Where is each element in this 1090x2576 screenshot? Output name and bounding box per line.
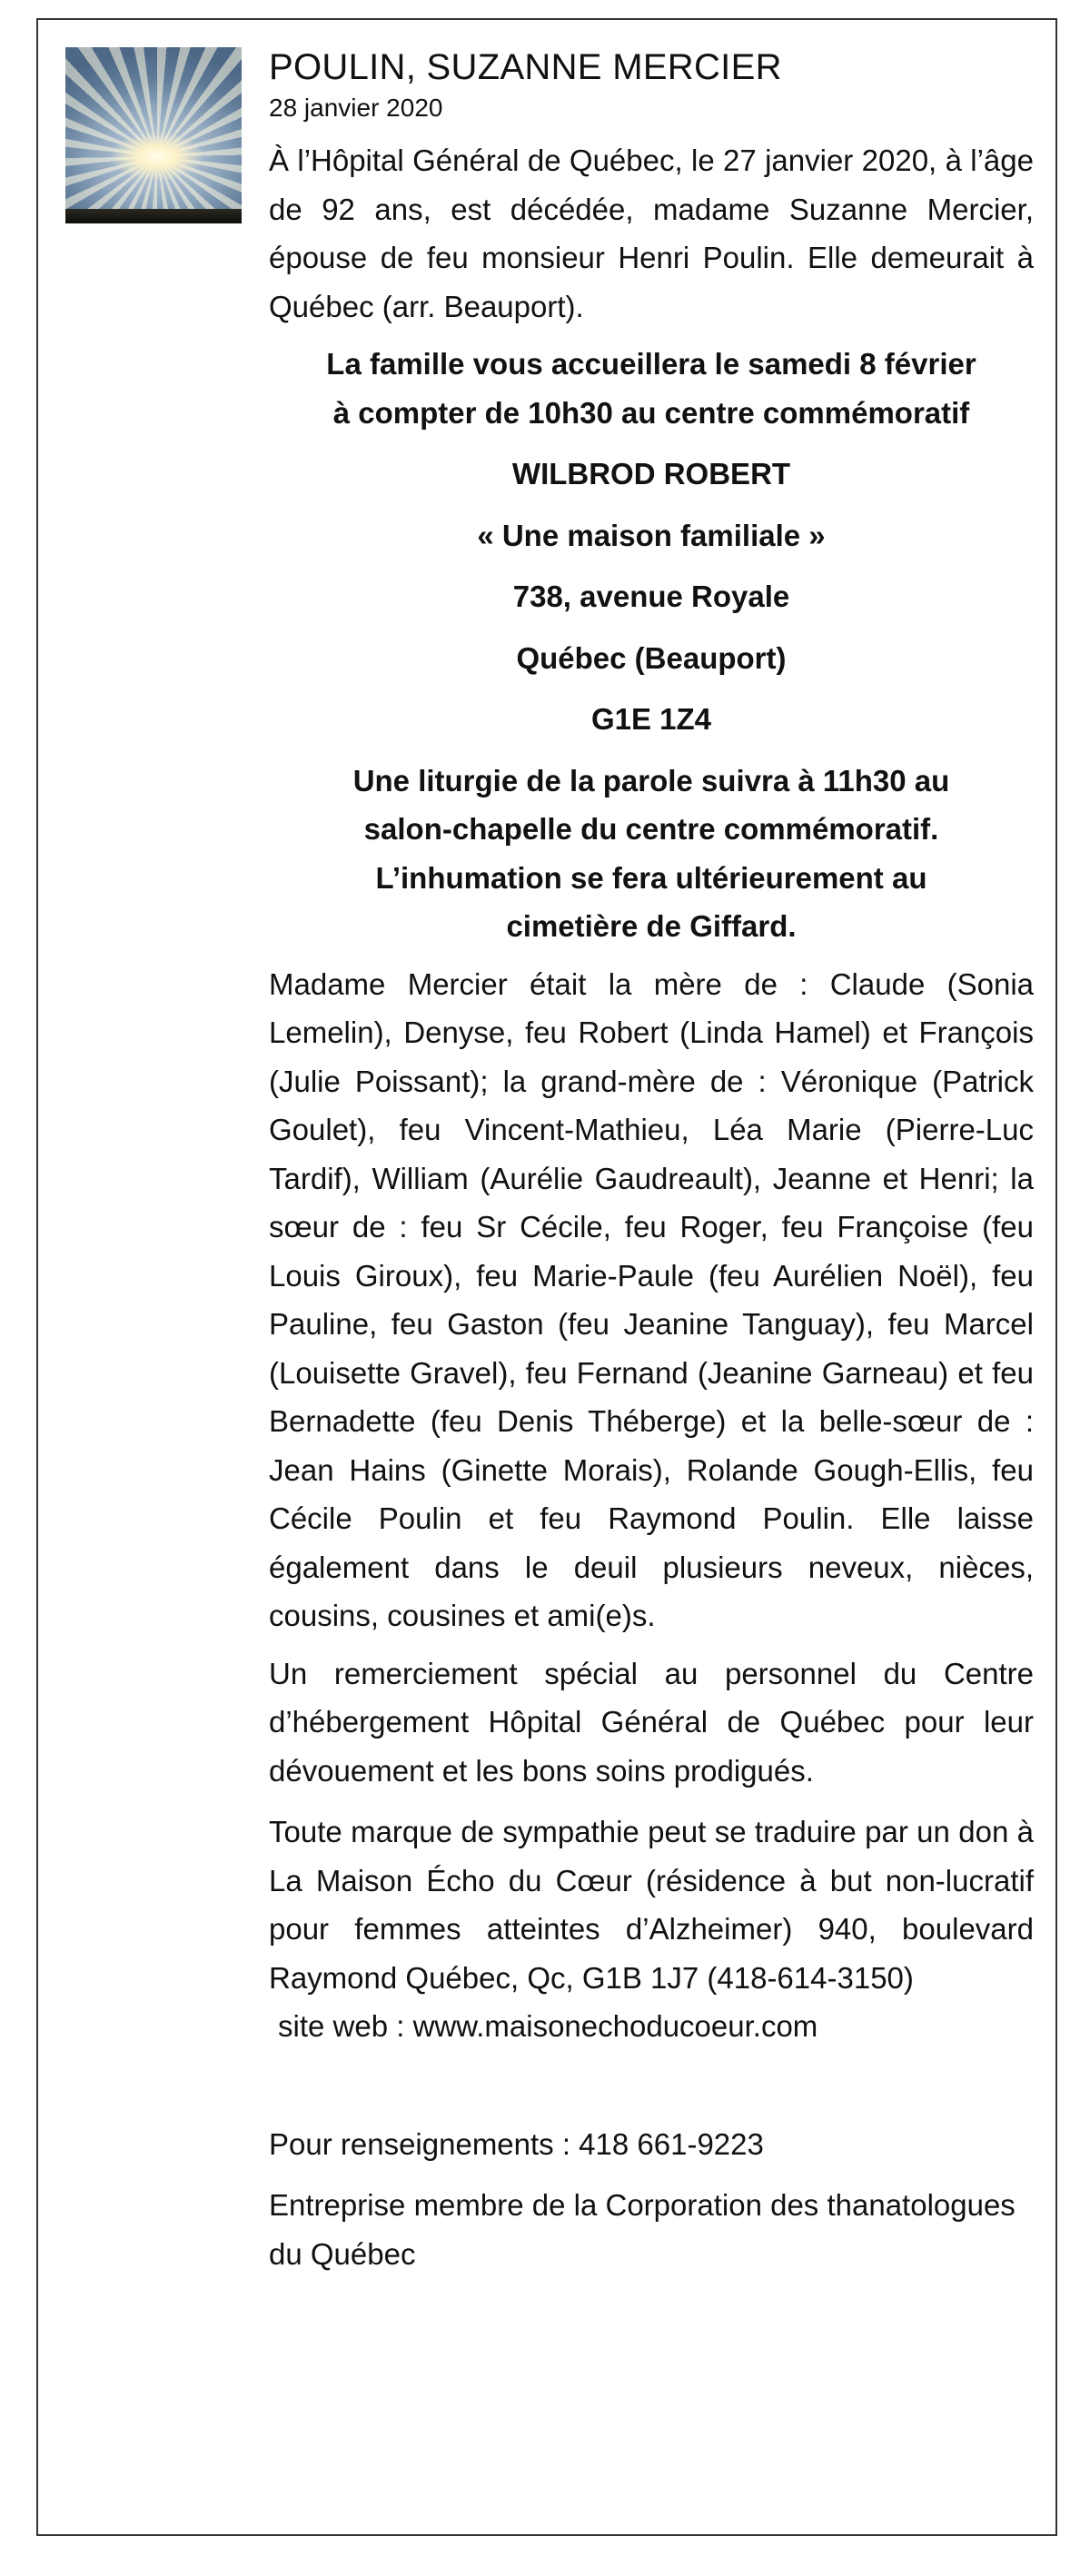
venue-city: Québec (Beauport) — [516, 640, 787, 675]
liturgy-line-2: salon-chapelle du centre commémoratif. — [363, 812, 939, 846]
membership-line: Entreprise membre de la Corporation des thanatologues du Québec — [269, 2188, 1016, 2271]
liturgy-line-1: Une liturgie de la parole suivra à 11h30 au — [352, 763, 950, 798]
liturgy-line-4: cimetière de Giffard. — [506, 909, 797, 943]
venue-street: 738, avenue Royale — [512, 580, 790, 613]
family-paragraph: Madame Mercier était la mère de : Claude (Sonia Lemelin), Denyse, feu Robert (Linda Hamel) et François (Julie Poissant); la grand-mère de : Véronique (Patrick Goulet), feu Vincent-Mathieu, Léa Marie (Pierre-Luc Tardif), William (Aurélie Gaudreault), Jeanne et Henri; la sœur de : feu Sr Cécile, feu Roger, feu Françoise (feu Louis Giroux), feu Marie-Paule (feu Aurélien Noël), feu Pauline, feu Gaston (feu Jeanine Tanguay), feu Marcel (Louisette Gravel), feu Fernand (Jeanine Garneau) et feu Bernadette (feu Denis Théberge) et la belle-sœur de : Jean Hains (Ginette Morais), Rolande Gough-Ellis, feu Cécile Poulin et feu Raymond Poulin. Elle laisse également dans le deuil plusieurs neveux, nièces, cousins, cousines et ami(e)s. — [269, 966, 1034, 1632]
thanks-paragraph: Un remerciement spécial au personnel du Centre d’hébergement Hôpital Général de Québec pour leur dévouement et les bons soins prodigués. — [269, 1656, 1034, 1788]
venue-name: WILBROD ROBERT — [511, 457, 791, 490]
website-line: site web : www.maisonechoducoeur.com — [278, 2009, 818, 2043]
liturgy-line-3: L’inhumation se fera ultérieurement au — [375, 860, 927, 895]
donation-paragraph: Toute marque de sympathie peut se traduire par un don à La Maison Écho du Cœur (résidence à but non-lucratif pour femmes atteintes d’Alzheimer) 940, boulevard Raymond Québec, Qc, G1B 1J7 (418-614-3150) — [269, 1815, 1034, 1995]
venue-postal-code: G1E 1Z4 — [590, 702, 712, 736]
info-phone-line: Pour renseignements : 418 661-9223 — [269, 2126, 764, 2161]
sky-sunburst-photo — [65, 47, 242, 223]
visitation-line-1: La famille vous accueillera le samedi 8 février — [326, 347, 976, 381]
deceased-name: POULIN, SUZANNE MERCIER — [269, 47, 782, 87]
visitation-line-2: à compter de 10h30 au centre commémoratif — [332, 395, 970, 430]
venue-slogan: « Une maison familiale » — [477, 518, 826, 552]
intro-paragraph: À l’Hôpital Général de Québec, le 27 janvier 2020, à l’âge de 92 ans, est décédée, madame Suzanne Mercier, épouse de feu monsieur Henri Poulin. Elle demeurait à Québec (arr. Beauport). — [269, 144, 1034, 323]
obituary-content — [269, 45, 1034, 2278]
publication-date: 28 janvier 2020 — [269, 94, 443, 122]
photo-horizon — [65, 209, 242, 223]
